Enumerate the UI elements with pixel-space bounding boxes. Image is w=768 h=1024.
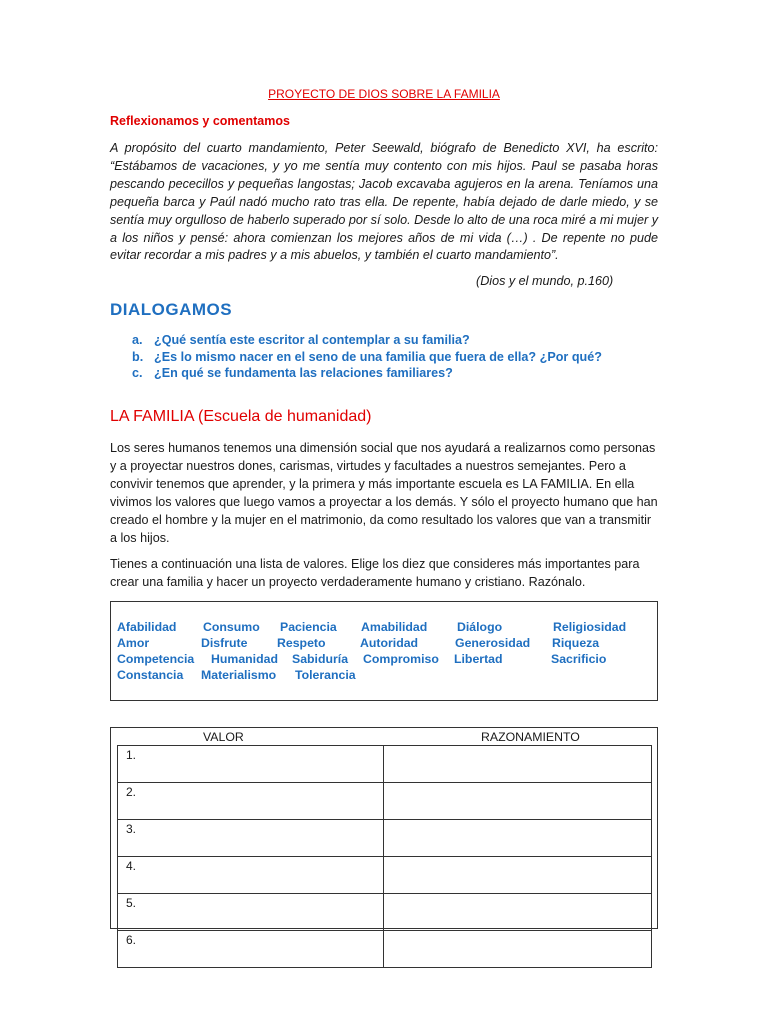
value-word: Amabilidad — [361, 620, 428, 634]
value-word: Materialismo — [201, 668, 277, 682]
quote-paragraph: A propósito del cuarto mandamiento, Peter Seewald, biógrafo de Benedicto XVI, ha escrito: “Estábamos de vacaciones, y yo me sentía muy contento con mis hijos. Paul se pasaba horas pescando pececillos y pequeñas langostas; Jacob excavaba agujeros en la arena. Teníamos una pequeña barca y Paúl nadó mucho rato tras ella. De repente, había dejado de darle miedo, y se sentía muy orgulloso de haberlo superado por sí solo. Desde lo alto de una roca miré a mi mujer y a los niños y pensé: ahora comienzan los mejores años de mi vida (…) . De repente no pude evitar recordar a mis padres y a mis abuelos, y también el cuarto mandamiento”. — [110, 141, 658, 263]
value-word: Sabiduría — [292, 652, 349, 666]
table-row — [118, 857, 652, 894]
column-header-razonamiento: RAZONAMIENTO — [481, 730, 580, 744]
reasoning-cell[interactable] — [384, 783, 652, 820]
question-item — [132, 332, 658, 349]
question-item — [132, 349, 658, 366]
value-word: Riqueza — [552, 636, 600, 650]
value-word: Amor — [117, 636, 150, 650]
values-reasoning-table — [110, 727, 658, 947]
section-subtitle: Reflexionamos y comentamos — [110, 114, 290, 128]
value-word: Libertad — [454, 652, 503, 666]
column-header-valor: VALOR — [203, 730, 244, 744]
question-item — [132, 365, 658, 382]
value-word: Afabilidad — [117, 620, 177, 634]
familia-heading: LA FAMILIA (Escuela de humanidad) — [110, 408, 372, 425]
value-word: Sacrificio — [551, 652, 607, 666]
instructions-paragraph: Tienes a continuación una lista de valores. Elige los diez que consideres más importantes para crear una familia y hacer un proyecto verdaderamente humano y cristiano. Razónalo. — [110, 557, 640, 589]
reasoning-cell[interactable] — [384, 931, 652, 968]
reasoning-cell[interactable] — [384, 857, 652, 894]
table-row — [118, 783, 652, 820]
value-word: Humanidad — [211, 652, 278, 666]
reasoning-cell[interactable] — [384, 746, 652, 783]
reasoning-cell[interactable] — [384, 820, 652, 857]
value-cell[interactable]: 2. — [118, 783, 384, 820]
value-word: Compromiso — [363, 652, 439, 666]
value-word: Generosidad — [455, 636, 531, 650]
value-word: Competencia — [117, 652, 195, 666]
value-word: Disfrute — [201, 636, 248, 650]
value-word: Tolerancia — [295, 668, 356, 682]
value-cell[interactable]: 1. — [118, 746, 384, 783]
value-word: Paciencia — [280, 620, 337, 634]
value-word: Consumo — [203, 620, 260, 634]
values-list-box — [110, 601, 658, 701]
value-cell[interactable]: 5. — [118, 894, 384, 931]
table-row — [118, 894, 652, 931]
reasoning-grid — [117, 745, 652, 968]
value-cell[interactable]: 3. — [118, 820, 384, 857]
quote-citation: (Dios y el mundo, p.160) — [476, 274, 614, 288]
value-word: Religiosidad — [553, 620, 627, 634]
value-word: Constancia — [117, 668, 184, 682]
value-word: Autoridad — [360, 636, 419, 650]
question-letter: c. — [132, 366, 143, 380]
reasoning-cell[interactable] — [384, 894, 652, 931]
document-title: PROYECTO DE DIOS SOBRE LA FAMILIA — [268, 87, 500, 101]
value-cell[interactable]: 4. — [118, 857, 384, 894]
question-letter: a. — [132, 333, 143, 347]
value-word: Respeto — [277, 636, 326, 650]
table-row — [118, 931, 652, 968]
value-word: Diálogo — [457, 620, 503, 634]
value-cell[interactable]: 6. — [118, 931, 384, 968]
dialogamos-heading: DIALOGAMOS — [110, 300, 233, 319]
table-row — [118, 746, 652, 783]
question-text: ¿En qué se fundamenta las relaciones familiares? — [154, 366, 453, 380]
question-text: ¿Es lo mismo nacer en el seno de una familia que fuera de ella? ¿Por qué? — [154, 349, 602, 364]
question-letter: b. — [132, 349, 144, 364]
question-list — [132, 332, 658, 382]
table-row — [118, 820, 652, 857]
question-text: ¿Qué sentía este escritor al contemplar a su familia? — [154, 333, 470, 347]
familia-paragraph: Los seres humanos tenemos una dimensión social que nos ayudará a realizarnos como personas y a proyectar nuestros dones, carismas, virtudes y facultades a nuestros semejantes. Pero a convivir tenemos que aprender, y la primera y más importante escuela es LA FAMILIA. En ella vivimos los valores que luego vamos a proyectar a los demás. Y sólo el proyecto humano que han creado el hombre y la mujer en el matrimonio, da como resultado los valores que van a transmitir a los hijos. — [110, 441, 658, 545]
